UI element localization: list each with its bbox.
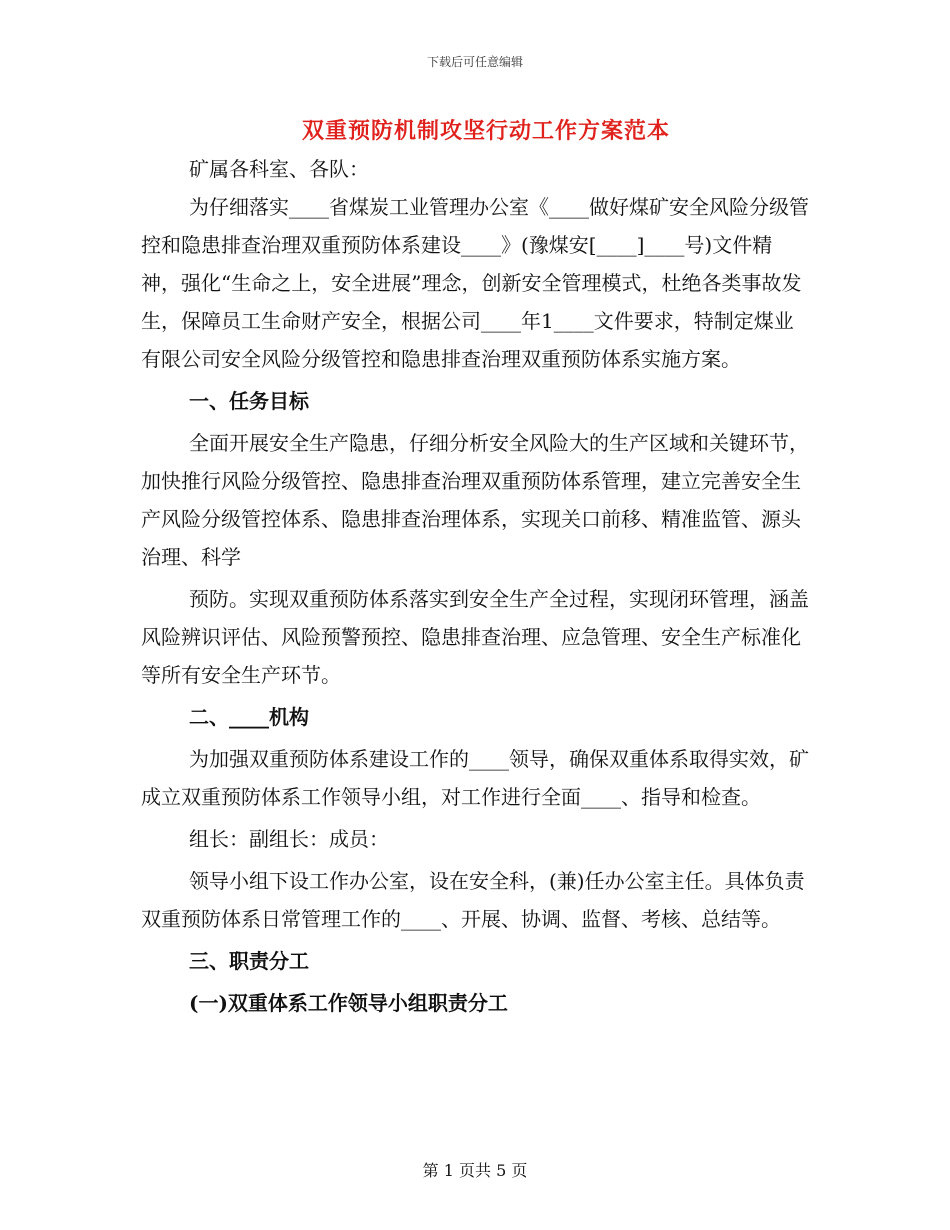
document-title: 双重预防机制攻坚行动工作方案范本 [301, 118, 670, 144]
document-body [141, 150, 809, 1022]
section-heading-organization: 二、____机构 [189, 705, 309, 729]
prevention-paragraph: 预防。实现双重预防体系落实到安全生产全过程，实现闭环管理，涵盖风险辨识评估、风险预警预控、隐患排查治理、应急管理、安全生产标准化等所有安全生产环节。 [141, 587, 809, 687]
section-heading-duties: 三、职责分工 [189, 949, 309, 973]
goals-paragraph: 全面开展安全生产隐患，仔细分析安全风险大的生产区域和关键环节，加快推行风险分级管控、隐患排查治理双重预防体系管理，建立完善安全生产风险分级管控体系、隐患排查治理体系，实现关口前移、精准监管、源头治理、科学 [141, 431, 809, 569]
organization-paragraph: 为加强双重预防体系建设工作的____领导，确保双重体系取得实效，矿成立双重预防体系工作领导小组，对工作进行全面____、指导和检查。 [141, 747, 809, 809]
intro-paragraph: 为仔细落实____省煤炭工业管理办公室《____做好煤矿安全风险分级管控和隐患排查治理双重预防体系建设____》(豫煤安[____]____号)文件精神，强化“生命之上，安全进展”理念，创新安全管理模式，杜绝各类事故发生，保障员工生命财产安全，根据公司____年1____文件要求，特制定煤业有限公司安全风险分级管控和隐患排查治理双重预防体系实施方案。 [141, 195, 809, 371]
section-heading-goals: 一、任务目标 [189, 389, 309, 413]
subsection-heading-leadership-duties: (一)双重体系工作领导小组职责分工 [189, 991, 508, 1015]
salutation: 矿属各科室、各队： [189, 157, 369, 181]
header-note: 下载后可任意编辑 [426, 55, 523, 69]
page-footer: 第 1 页共 5 页 [422, 1161, 528, 1180]
office-paragraph: 领导小组下设工作办公室，设在安全科，(兼)任办公室主任。具体负责双重预防体系日常管理工作的____、开展、协调、监督、考核、总结等。 [141, 869, 805, 931]
members-line: 组长：副组长：成员： [189, 827, 389, 851]
